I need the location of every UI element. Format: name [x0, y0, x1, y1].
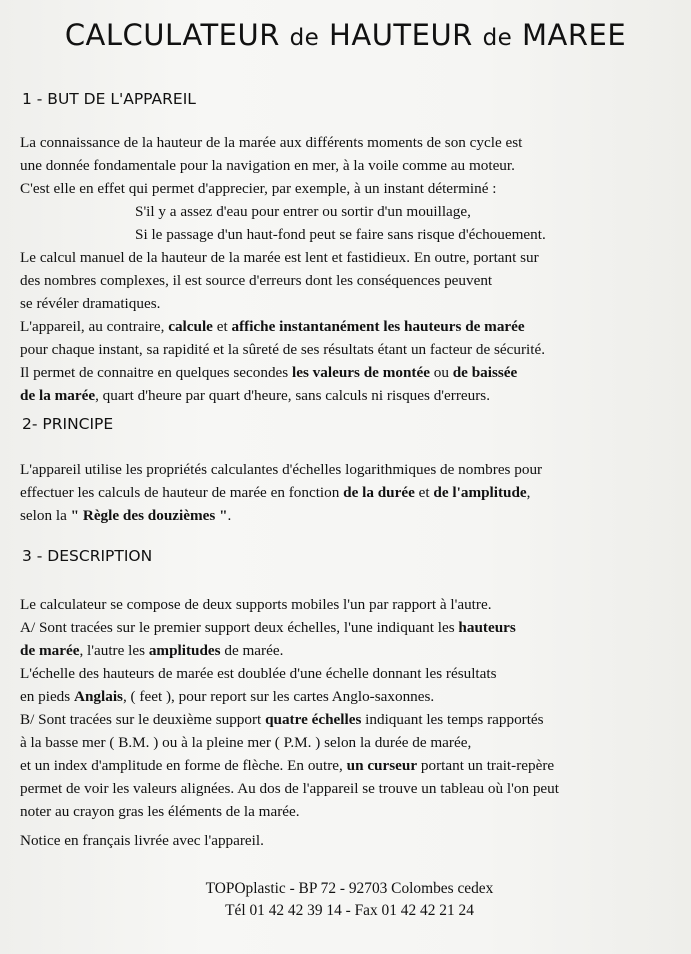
text-line: Il permet de connaitre en quelques secondes les valeurs de montée ou de baissée — [20, 364, 518, 381]
section-body-principe — [20, 458, 542, 527]
text-line: Le calcul manuel de la hauteur de la marée est lent et fastidieux. En outre, portant sur — [20, 249, 539, 266]
text-line: Notice en français livrée avec l'appareil. — [20, 832, 264, 849]
text-line: A/ Sont tracées sur le premier support deux échelles, l'une indiquant les hauteurs — [20, 619, 516, 636]
text-line: en pieds Anglais, ( feet ), pour report sur les cartes Anglo-saxonnes. — [20, 688, 435, 705]
text-line: de la marée, quart d'heure par quart d'heure, sans calculs ni risques d'erreurs. — [20, 387, 490, 404]
section-heading-description: 3 - DESCRIPTION — [22, 547, 153, 565]
text-line: C'est elle en effet qui permet d'apprecier, par exemple, à un instant déterminé : — [20, 180, 497, 197]
footer-phone: Tél 01 42 42 39 14 - Fax 01 42 42 21 24 — [225, 902, 474, 919]
text-line: L'appareil utilise les propriétés calculantes d'échelles logarithmiques de nombres pour — [20, 461, 543, 478]
title-word: MAREE — [522, 18, 627, 52]
text-line: une donnée fondamentale pour la navigation en mer, à la voile comme au moteur. — [20, 157, 515, 174]
text-line: pour chaque instant, sa rapidité et la sûreté de ses résultats étant un facteur de sécurité. — [20, 341, 546, 358]
text-line: Le calculateur se compose de deux supports mobiles l'un par rapport à l'autre. — [20, 596, 492, 613]
text-line: La connaissance de la hauteur de la marée aux différents moments de son cycle est — [20, 134, 523, 151]
text-line: Si le passage d'un haut-fond peut se faire sans risque d'échouement. — [135, 226, 546, 243]
text-line: de marée, l'autre les amplitudes de marée. — [20, 642, 284, 659]
text-line: L'appareil, au contraire, calcule et affiche instantanément les hauteurs de marée — [20, 318, 525, 335]
text-line: se révéler dramatiques. — [20, 295, 161, 312]
footer-address: TOPOplastic - BP 72 - 92703 Colombes cedex — [205, 880, 494, 897]
text-line: permet de voir les valeurs alignées. Au dos de l'appareil se trouve un tableau où l'on peut — [20, 780, 559, 797]
text-line: S'il y a assez d'eau pour entrer ou sortir d'un mouillage, — [135, 203, 471, 220]
text-line: B/ Sont tracées sur le deuxième support quatre échelles indiquant les temps rapportés — [20, 711, 544, 728]
text-line: L'échelle des hauteurs de marée est doublée d'une échelle donnant les résultats — [20, 665, 497, 682]
title-word: de — [482, 25, 513, 51]
section-heading-principe: 2- PRINCIPE — [22, 415, 114, 433]
page-title — [0, 18, 691, 52]
text-line: selon la " Règle des douzièmes ". — [20, 507, 232, 524]
section-body-description — [20, 593, 559, 823]
title-word: de — [289, 25, 320, 51]
text-line: effectuer les calculs de hauteur de marée en fonction de la durée et de l'amplitude, — [20, 484, 531, 501]
section-body-but — [20, 131, 546, 407]
contact-footer — [0, 878, 691, 922]
text-line: noter au crayon gras les éléments de la marée. — [20, 803, 300, 820]
text-line: et un index d'amplitude en forme de flèche. En outre, un curseur portant un trait-repère — [20, 757, 555, 774]
title-word: CALCULATEUR — [64, 18, 280, 52]
text-line: à la basse mer ( B.M. ) ou à la pleine mer ( P.M. ) selon la durée de marée, — [20, 734, 472, 751]
notice-text — [20, 829, 264, 852]
text-line: des nombres complexes, il est source d'erreurs dont les conséquences peuvent — [20, 272, 493, 289]
title-word: HAUTEUR — [329, 18, 473, 52]
section-heading-but: 1 - BUT DE L'APPAREIL — [22, 90, 196, 108]
